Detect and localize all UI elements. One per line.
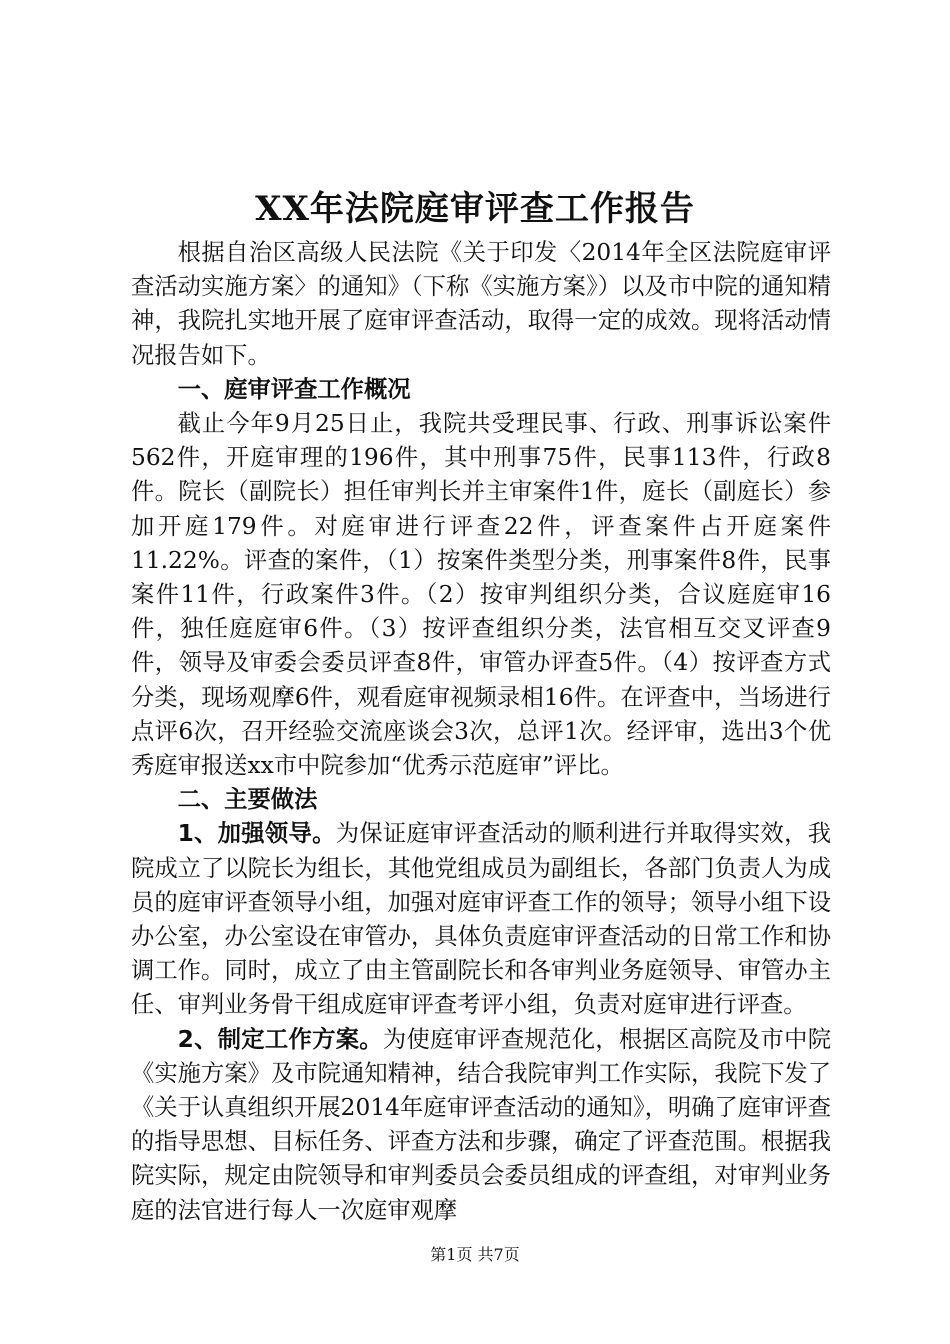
- method-item-leadership-lead: 1、加强领导。: [177, 820, 336, 848]
- intro-paragraph: 根据自治区高级人民法院《关于印发〈2014年全区法院庭审评查活动实施方案〉的通知》（下称《实施方案》）以及市中院的通知精神，我院扎实地开展了庭审评查活动，取得一定的成效。现将活动情况报告如下。: [131, 239, 831, 369]
- document-title: XX年法院庭审评查工作报告: [255, 189, 695, 229]
- method-item-leadership-text: 为保证庭审评查活动的顺利进行并取得实效，我院成立了以院长为组长，其他党组成员为副组长，各部门负责人为成员的庭审评查领导小组，加强对庭审评查工作的领导；领导小组下设办公室，办公室设在审管办，具体负责庭审评查活动的日常工作和协调工作。同时，成立了由主管副院长和各审判业务庭领导、审管办主任、审判业务骨干组成庭审评查考评小组，负责对庭审进行评查。: [131, 820, 832, 1019]
- method-item-leadership: [131, 817, 831, 1022]
- method-item-plan-text: 为使庭审评查规范化，根据区高院及市中院《实施方案》及市院通知精神，结合我院审判工作实际，我院下发了《关于认真组织开展2014年庭审评查活动的通知》，明确了庭审评查的指导思想、目标任务、评查方法和步骤，确定了评查范围。根据我院实际，规定由院领导和审判委员会委员组成的评查组，对审判业务庭的法官进行每人一次庭审观摩: [131, 1025, 831, 1224]
- page-number-footer: 第1页 共7页: [430, 1245, 520, 1264]
- section-heading-overview: 一、庭审评查工作概况: [177, 375, 411, 403]
- method-item-plan-lead: 2、制定工作方案。: [177, 1025, 383, 1053]
- section-heading-methods: 二、主要做法: [177, 786, 318, 814]
- overview-paragraph: 截止今年9月25日止，我院共受理民事、行政、刑事诉讼案件562件，开庭审理的196件，其中刑事75件，民事113件，行政8件。院长（副院长）担任审判长并主审案件1件，庭长（副庭长）参加开庭179件。对庭审进行评查22件，评查案件占开庭案件11.22%。评查的案件，（1）按案件类型分类，刑事案件8件，民事案件11件，行政案件3件。（2）按审判组织分类，合议庭庭审16件，独任庭庭审6件。（3）按评查组织分类，法官相互交叉评查9件，领导及审委会委员评查8件，审管办评查5件。（4）按评查方式分类，现场观摩6件，观看庭审视频录相16件。在评查中，当场进行点评6次，召开经验交流座谈会3次，总评1次。经评审，选出3个优秀庭审报送xx市中院参加“优秀示范庭审”评比。: [131, 410, 831, 780]
- method-item-plan: [131, 1023, 831, 1228]
- document-body: [131, 236, 831, 1228]
